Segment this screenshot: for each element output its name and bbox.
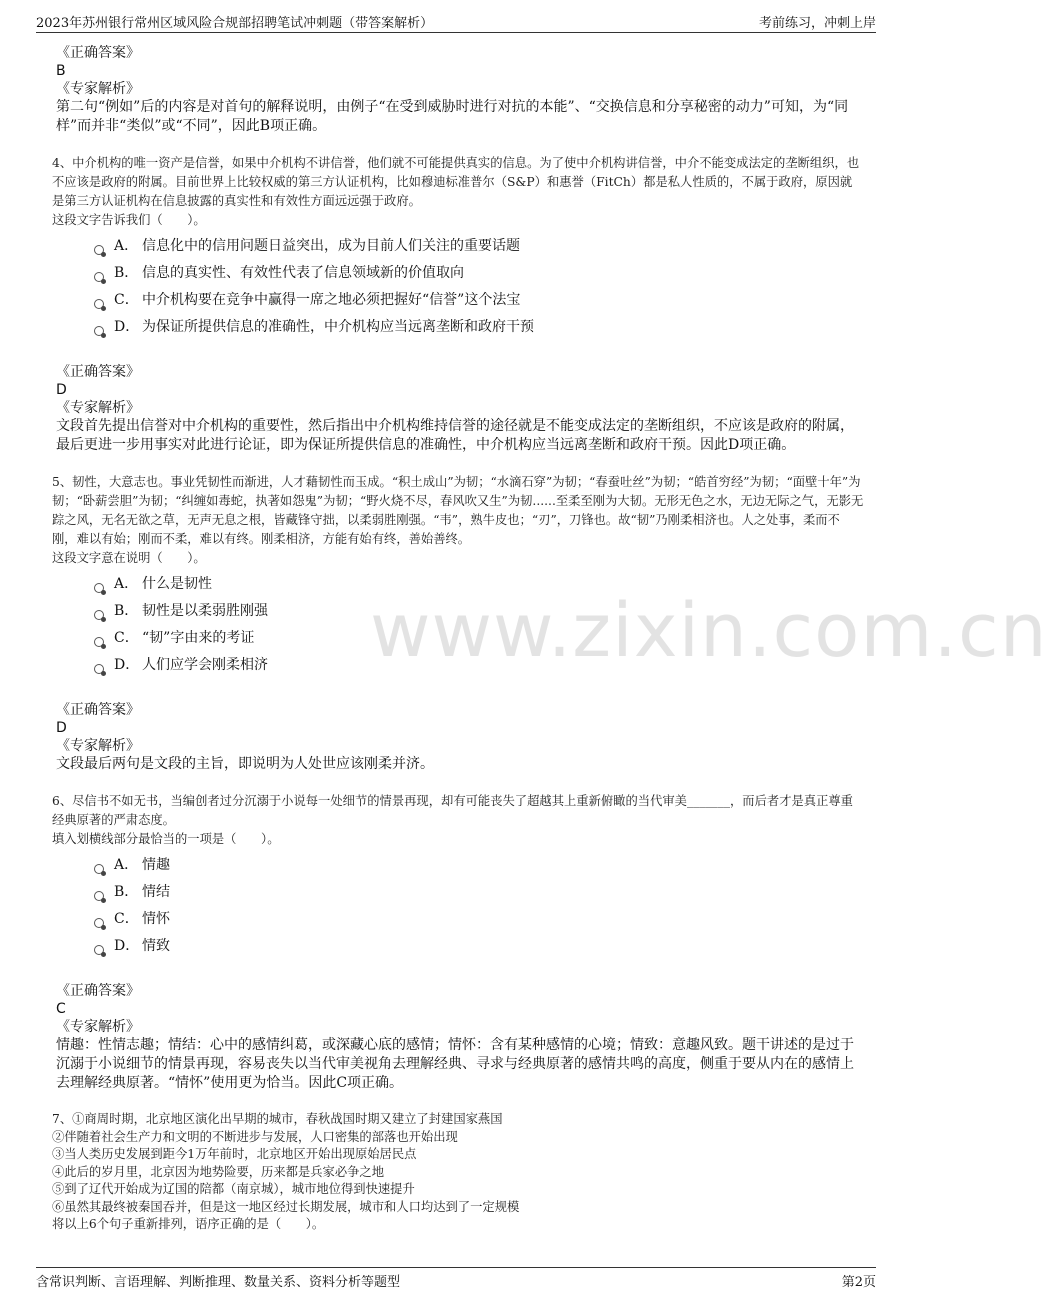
radio-icon[interactable] xyxy=(94,272,104,282)
option-letter: B． xyxy=(114,265,139,281)
page-header xyxy=(36,10,876,32)
option-text: 情结 xyxy=(142,884,170,900)
option-a[interactable] xyxy=(94,571,864,598)
analysis-label: 《专家解析》 xyxy=(56,1019,140,1035)
answer-label: 《正确答案》 xyxy=(56,983,140,999)
footer-note: 含常识判断、言语理解、判断推理、数量关系、资料分析等题型 xyxy=(36,1274,401,1290)
option-b[interactable] xyxy=(94,598,864,625)
option-letter: C． xyxy=(114,292,139,308)
watermark: www.zixin.com.cn xyxy=(370,588,1048,674)
answer-label: 《正确答案》 xyxy=(56,364,140,380)
analysis-text: 文段首先提出信誉对中介机构的重要性，然后指出中介机构维持信誉的途径就是不能变成法定的垄断组织，不应该是政府的附属，最后更进一步用事实对此进行论证，即为保证所提供信息的准确性，中介机构应当远离垄断和政府干预。因此D项正确。 xyxy=(56,418,854,453)
option-b[interactable] xyxy=(94,260,864,287)
sentence-item: ③当人类历史发展到距今1万年前时，北京地区开始出现原始居民点 xyxy=(52,1147,417,1161)
radio-icon[interactable] xyxy=(94,245,104,255)
q4-options xyxy=(94,233,864,341)
analysis-label: 《专家解析》 xyxy=(56,81,140,97)
option-text: 情怀 xyxy=(142,911,170,927)
option-text: 什么是韧性 xyxy=(142,576,212,592)
header-divider xyxy=(36,32,876,33)
radio-icon[interactable] xyxy=(94,637,104,647)
option-text: 韧性是以柔弱胜刚强 xyxy=(142,603,268,619)
option-text: 为保证所提供信息的准确性，中介机构应当远离垄断和政府干预 xyxy=(142,319,534,335)
analysis-text: 文段最后两句是文段的主旨，即说明为人处世应该刚柔并济。 xyxy=(56,756,434,772)
header-slogan: 考前练习，冲刺上岸 xyxy=(758,15,876,31)
option-b[interactable] xyxy=(94,879,864,906)
option-letter: C． xyxy=(114,630,139,646)
sentence-item: ②伴随着社会生产力和文明的不断进步与发展，人口密集的部落也开始出现 xyxy=(52,1129,458,1144)
option-d[interactable] xyxy=(94,314,864,341)
question-stem: 6、尽信书不如无书，当编创者过分沉溺于小说每一处细节的情景再现，却有可能丧失了超越其上重新俯瞰的当代审美_______，而后者才是真正尊重经典原著的严肃态度。 xyxy=(52,794,853,827)
radio-icon[interactable] xyxy=(94,326,104,336)
sentence-item: ⑥虽然其最终被秦国吞并，但是这一地区经过长期发展，城市和人口均达到了一定规模 xyxy=(52,1199,520,1214)
option-text: “韧”字由来的考证 xyxy=(142,630,255,646)
document-title: 2023年苏州银行常州区域风险合规部招聘笔试冲刺题（带答案解析） xyxy=(36,15,434,31)
option-c[interactable] xyxy=(94,625,864,652)
answer-value: B xyxy=(56,63,66,79)
question-prompt: 将以上6个句子重新排列，语序正确的是（ ）。 xyxy=(52,1217,325,1231)
document-body xyxy=(52,44,864,1234)
radio-icon[interactable] xyxy=(94,610,104,620)
option-c[interactable] xyxy=(94,287,864,314)
option-a[interactable] xyxy=(94,852,864,879)
question-prompt: 填入划横线部分最恰当的一项是（ ）。 xyxy=(52,832,280,846)
option-text: 中介机构要在竞争中赢得一席之地必须把握好“信誉”这个法宝 xyxy=(142,292,521,308)
question-prompt: 这段文字告诉我们（ ）。 xyxy=(52,213,206,227)
option-text: 情致 xyxy=(142,938,170,954)
option-text: 信息的真实性、有效性代表了信息领域新的价值取向 xyxy=(142,265,464,281)
q3-answer-block xyxy=(52,44,864,136)
footer-divider xyxy=(36,1267,876,1268)
radio-icon[interactable] xyxy=(94,918,104,928)
option-letter: A． xyxy=(114,238,139,254)
answer-label: 《正确答案》 xyxy=(56,702,140,718)
option-letter: A． xyxy=(114,576,139,592)
analysis-label: 《专家解析》 xyxy=(56,738,140,754)
analysis-text: 情趣：性情志趣；情结：心中的感情纠葛，或深藏心底的感情；情怀：含有某种感情的心境；情致：意趣风致。题干讲述的是过于沉溺于小说细节的情景再现，容易丧失以当代审美视角去理解经典、寻求与经典原著的感情共鸣的高度，侧重于要从内在的感情上去理解经典原著。“情怀”使用更为恰当。因此C项正确。 xyxy=(56,1037,854,1091)
option-text: 信息化中的信用问题日益突出，成为目前人们关注的重要话题 xyxy=(142,238,520,254)
option-text: 人们应学会刚柔相济 xyxy=(142,657,268,673)
question-stem: 5、韧性，大意志也。事业凭韧性而渐进，人才藉韧性而玉成。“积土成山”为韧；“水滴石穿”为韧；“春蚕吐丝”为韧；“皓首穷经”为韧；“面壁十年”为韧；“卧薪尝胆”为韧；“纠缠如毒蛇，执著如怨鬼”为韧；“野火烧不尽，春风吹又生”为韧......至柔至刚为大韧。无形无色之水，无边无际之气，无影无踪之风，无名无欲之草，无声无息之根，皆藏锋守拙，以柔弱胜刚强。“韦”，熟牛皮也；“刃”，刀锋也。故“韧”乃刚柔相济也。人之处事，柔而不刚，难以有始；刚而不柔，难以有终。刚柔相济，方能有始有终，善始善终。 xyxy=(52,475,864,546)
q5-options xyxy=(94,571,864,679)
radio-icon[interactable] xyxy=(94,945,104,955)
option-text: 情趣 xyxy=(142,857,170,873)
sentence-item: ⑤到了辽代开始成为辽国的陪都（南京城），城市地位得到快速提升 xyxy=(52,1182,415,1196)
radio-icon[interactable] xyxy=(94,583,104,593)
option-d[interactable] xyxy=(94,652,864,679)
radio-icon[interactable] xyxy=(94,891,104,901)
analysis-label: 《专家解析》 xyxy=(56,400,140,416)
option-a[interactable] xyxy=(94,233,864,260)
page-footer xyxy=(36,1270,876,1290)
answer-value: D xyxy=(56,382,67,398)
question-stem: 4、中介机构的唯一资产是信誉，如果中介机构不讲信誉，他们就不可能提供真实的信息。为了使中介机构讲信誉，中介不能变成法定的垄断组织，也不应该是政府的附属。目前世界上比较权威的第三方认证机构，比如穆迪标准普尔（S&P）和惠誉（FitCh）都是私人性质的，不属于政府，原因就是第三方认证机构在信息披露的真实性和有效性方面远远强于政府。 xyxy=(52,156,860,208)
question-stem: 7、①商周时期，北京地区演化出早期的城市，春秋战国时期又建立了封建国家燕国 xyxy=(52,1112,503,1126)
analysis-text: 第二句“例如”后的内容是对首句的解释说明，由例子“在受到威胁时进行对抗的本能”、“交换信息和分享秘密的动力”可知，为“同样”而并非“类似”或“不同”，因此B项正确。 xyxy=(56,99,849,134)
page-number: 第2页 xyxy=(841,1274,876,1290)
option-letter: D． xyxy=(114,657,140,673)
q6-options xyxy=(94,852,864,960)
answer-label: 《正确答案》 xyxy=(56,45,140,61)
option-letter: B． xyxy=(114,884,139,900)
answer-value: D xyxy=(56,720,67,736)
answer-value: C xyxy=(56,1001,66,1017)
option-letter: D． xyxy=(114,938,140,954)
option-letter: A． xyxy=(114,857,139,873)
option-d[interactable] xyxy=(94,933,864,960)
question-prompt: 这段文字意在说明（ ）。 xyxy=(52,551,206,565)
option-letter: C． xyxy=(114,911,139,927)
option-c[interactable] xyxy=(94,906,864,933)
radio-icon[interactable] xyxy=(94,299,104,309)
radio-icon[interactable] xyxy=(94,864,104,874)
radio-icon[interactable] xyxy=(94,664,104,674)
option-letter: D． xyxy=(114,319,140,335)
sentence-item: ④此后的岁月里，北京因为地势险要，历来都是兵家必争之地 xyxy=(52,1164,385,1179)
option-letter: B． xyxy=(114,603,139,619)
